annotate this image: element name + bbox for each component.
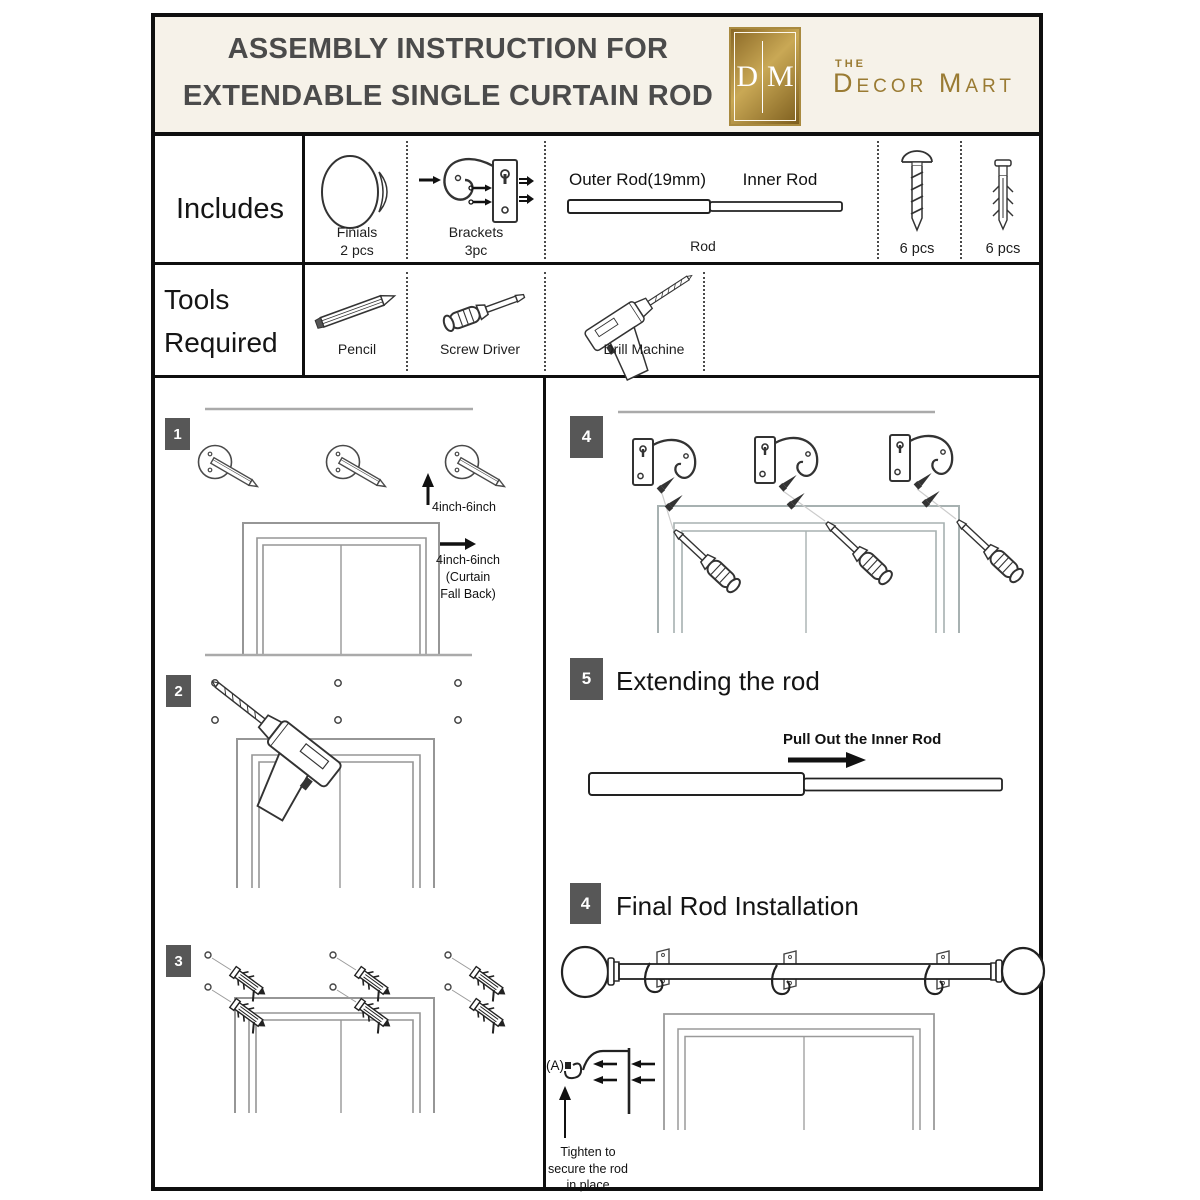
finial-right bbox=[1002, 948, 1044, 994]
final-step-badge: 4 bbox=[570, 883, 601, 924]
brand-the-label: THE bbox=[835, 58, 866, 70]
includes-separator-3 bbox=[877, 141, 879, 259]
step2-badge: 2 bbox=[166, 675, 191, 707]
final-rod-assembly bbox=[552, 930, 1042, 1010]
includes-separator-2 bbox=[544, 141, 546, 259]
finials-name: Finials bbox=[336, 224, 378, 240]
finials-qty: 2 pcs bbox=[340, 242, 374, 258]
screwdriver-icon bbox=[418, 274, 536, 340]
rod-name-label: Rod bbox=[690, 238, 716, 254]
step1-up-measure-label: 4inch-6inch bbox=[432, 500, 496, 514]
screw-icon bbox=[900, 148, 934, 236]
logo-letter-d: D bbox=[736, 59, 758, 93]
tighten-note bbox=[542, 1144, 634, 1194]
step1-fallback-line1: 4inch-6inch bbox=[436, 553, 500, 567]
brand-name-label: Decor Mart bbox=[833, 68, 1016, 98]
step3-illustration bbox=[160, 928, 545, 1113]
final-window-frame bbox=[656, 1008, 941, 1130]
wall-plug-insert bbox=[445, 952, 510, 1005]
screwdriver-illustration bbox=[822, 517, 895, 586]
drill-machine-illustration bbox=[169, 670, 342, 831]
tighten-arrows bbox=[593, 1060, 655, 1084]
tools-separator-1 bbox=[406, 272, 408, 371]
final-step-title: Final Rod Installation bbox=[616, 891, 859, 921]
inner-rod-label: Inner Rod bbox=[742, 170, 818, 189]
logo-letter-m: M bbox=[766, 59, 794, 93]
finial-left bbox=[562, 947, 608, 997]
includes-bottom-rule bbox=[155, 262, 1039, 265]
brackets-name: Brackets bbox=[448, 224, 504, 240]
label-column-divider bbox=[302, 135, 305, 375]
header-bottom-rule bbox=[151, 132, 1043, 136]
tools-row-label-line2: Required bbox=[164, 327, 278, 358]
extended-rod-illustration bbox=[586, 770, 1006, 806]
marking-disc bbox=[446, 446, 507, 490]
window-frame bbox=[243, 523, 439, 655]
pull-out-label: Pull Out the Inner Rod bbox=[783, 731, 942, 748]
window-frame bbox=[658, 506, 959, 633]
includes-separator-4 bbox=[960, 141, 962, 259]
logo-letters bbox=[736, 41, 793, 113]
step1-illustration bbox=[160, 393, 545, 655]
screws-qty-label: 6 pcs bbox=[899, 241, 935, 257]
logo-divider-line bbox=[762, 41, 763, 113]
includes-separator-1 bbox=[406, 141, 408, 259]
brackets-qty: 3pc bbox=[464, 242, 488, 258]
tools-row-label-line1: Tools bbox=[164, 284, 230, 315]
plugs-qty-label: 6 pcs bbox=[985, 241, 1021, 257]
screwdriver-illustration bbox=[670, 525, 743, 594]
finial-icon bbox=[320, 152, 392, 232]
outer-rod-label: Outer Rod(19mm) bbox=[569, 170, 706, 189]
step1-fallback-line2: (Curtain bbox=[445, 570, 491, 584]
page-title-line1: ASSEMBLY INSTRUCTION FOR bbox=[227, 33, 669, 65]
finials-label bbox=[312, 223, 402, 259]
marking-disc bbox=[199, 446, 260, 490]
wall-bracket bbox=[890, 435, 952, 508]
wall-bracket bbox=[755, 437, 817, 510]
screwdriver-label: Screw Driver bbox=[439, 341, 521, 357]
brackets-label bbox=[426, 223, 526, 259]
pencil-label: Pencil bbox=[337, 341, 377, 357]
tighten-note-line2: secure the rod bbox=[548, 1161, 628, 1176]
step3-badge: 3 bbox=[166, 945, 191, 977]
drill-label: Drill Machine bbox=[603, 341, 685, 357]
step2-illustration bbox=[160, 643, 545, 888]
step1-fallback-line3: Fall Back) bbox=[440, 587, 496, 601]
rod-icon bbox=[560, 192, 850, 222]
wall-plug-icon bbox=[988, 160, 1018, 236]
right-arrow bbox=[440, 538, 476, 550]
step4-badge: 4 bbox=[570, 416, 603, 458]
note-pointer-arrow bbox=[559, 1086, 571, 1138]
page-title-line2: EXTENDABLE SINGLE CURTAIN ROD bbox=[182, 80, 714, 112]
step1-fallback-label bbox=[430, 552, 506, 603]
step5-title: Extending the rod bbox=[616, 666, 820, 696]
includes-row-label: Includes bbox=[175, 193, 284, 225]
tools-separator-2 bbox=[544, 272, 546, 371]
marking-disc bbox=[327, 446, 388, 490]
tighten-note-line1: Tighten to bbox=[560, 1145, 616, 1159]
brand-logo-monogram bbox=[729, 27, 801, 126]
step4-illustration bbox=[550, 393, 1045, 633]
screwdriver-illustration bbox=[953, 515, 1026, 584]
pull-direction-arrow bbox=[786, 750, 870, 770]
window-frame bbox=[235, 998, 434, 1113]
tools-bottom-rule bbox=[155, 375, 1039, 378]
tighten-note-line3: in place bbox=[566, 1178, 610, 1192]
step5-badge: 5 bbox=[570, 658, 603, 700]
pencil-icon bbox=[306, 278, 406, 340]
detail-a-label: (A) bbox=[546, 1058, 564, 1073]
tighten-detail-illustration bbox=[545, 1040, 670, 1146]
tools-separator-3 bbox=[703, 272, 705, 371]
step1-badge: 1 bbox=[165, 418, 190, 450]
drill-icon bbox=[562, 266, 697, 348]
curtain-rod bbox=[619, 964, 991, 979]
